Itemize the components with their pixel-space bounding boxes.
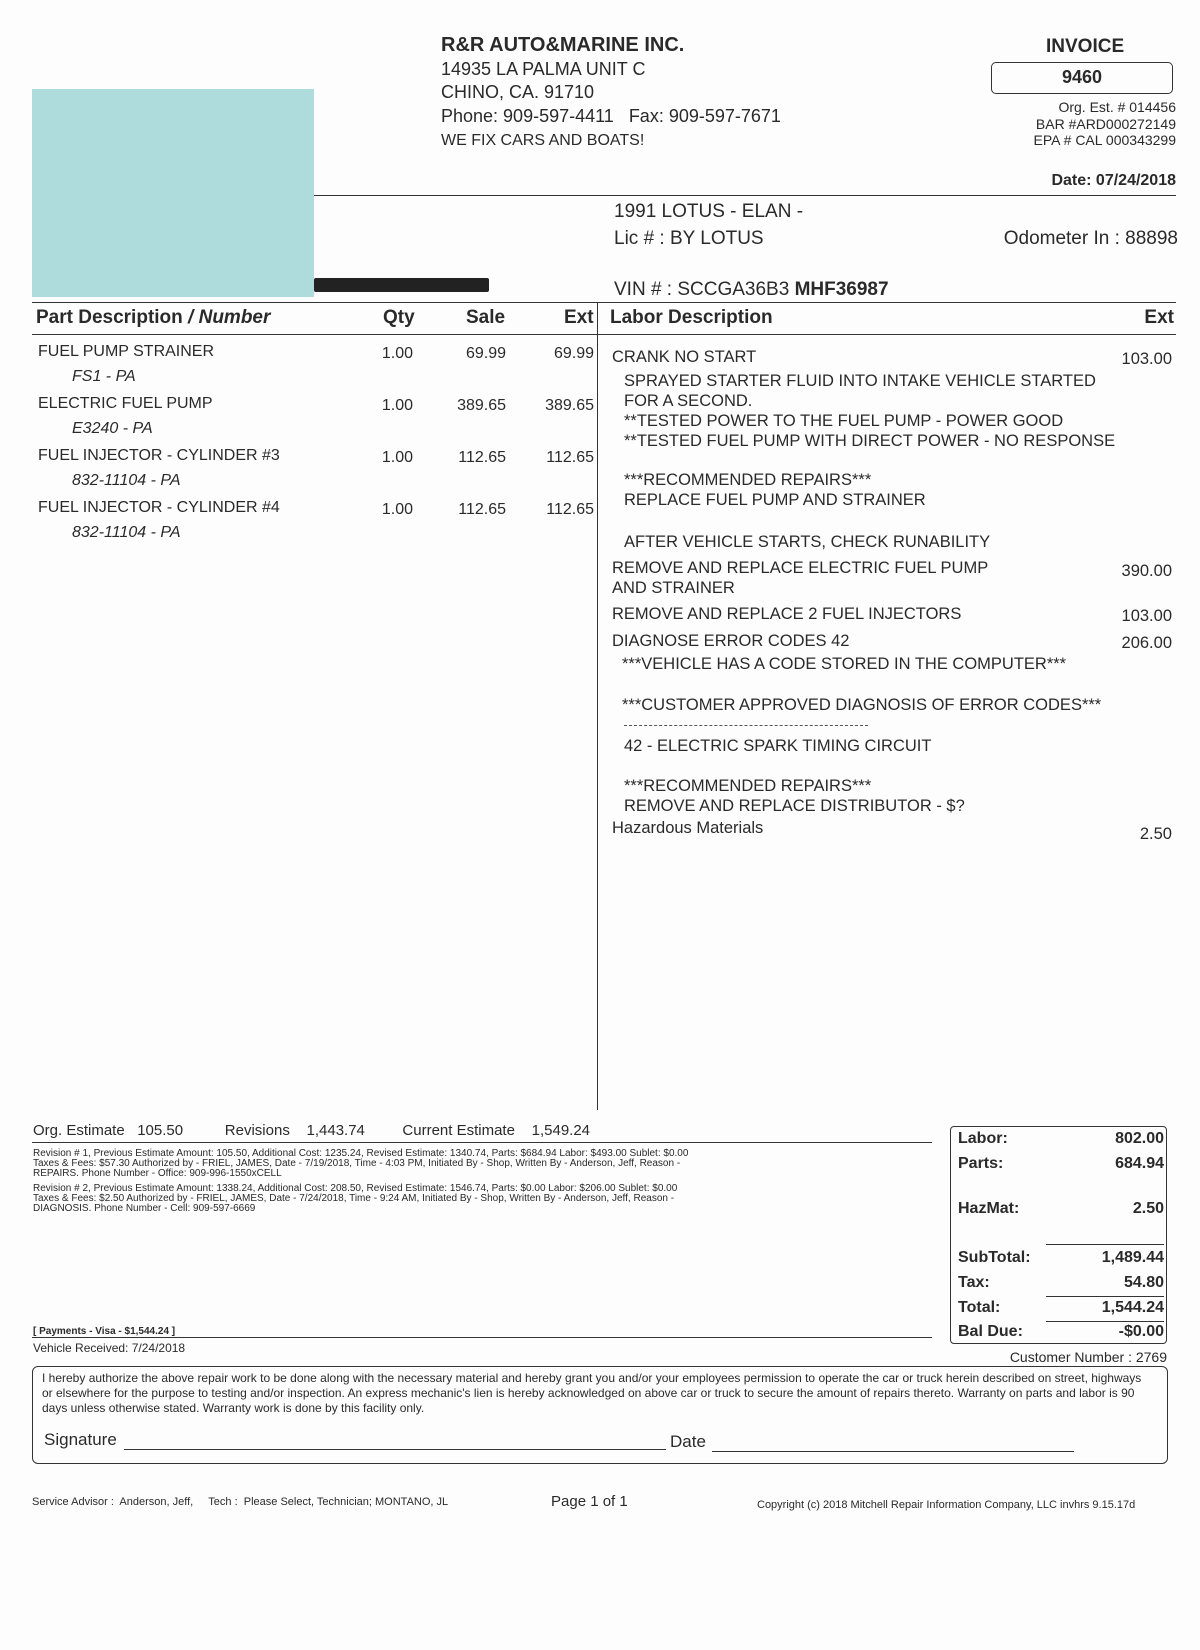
- part-qty-2: 1.00: [381, 397, 413, 414]
- shop-address-2: CHINO, CA. 91710: [441, 82, 595, 102]
- revision-2-line: DIAGNOSIS. Phone Number - Cell: 909-597-6669: [33, 1203, 256, 1214]
- vehicle-license: Lic # : BY LOTUS: [614, 228, 764, 249]
- part-qty-4: 1.00: [381, 501, 413, 518]
- part-sale-4: 112.65: [458, 501, 506, 518]
- vehicle-vin: [614, 279, 889, 301]
- balance-due-value: -$0.00: [1118, 1323, 1164, 1340]
- labor-note: **TESTED POWER TO THE FUEL PUMP - POWER GOOD: [624, 412, 1064, 430]
- subtotal-label: SubTotal:: [958, 1249, 1031, 1266]
- labor-note: ***CUSTOMER APPROVED DIAGNOSIS OF ERROR CODES***: [622, 696, 1102, 714]
- redaction-bar: [314, 278, 489, 292]
- labor-ext-5: 2.50: [1139, 825, 1172, 843]
- qty-header: Qty: [383, 307, 415, 328]
- date-label: Date: [670, 1432, 706, 1451]
- column-divider: [597, 302, 598, 1110]
- copyright: Copyright (c) 2018 Mitchell Repair Information Company, LLC invhrs 9.15.17d: [757, 1499, 1136, 1511]
- signature-line[interactable]: [124, 1449, 666, 1450]
- invoice-date: Date: 07/24/2018: [1051, 172, 1176, 189]
- labor-line-4: DIAGNOSE ERROR CODES 42: [612, 632, 850, 650]
- labor-note: FOR A SECOND.: [624, 392, 753, 410]
- part-sale-1: 69.99: [465, 345, 506, 362]
- labor-description-header: Labor Description: [610, 307, 773, 328]
- customer-number: Customer Number : 2769: [1009, 1349, 1167, 1365]
- date-line[interactable]: [712, 1451, 1074, 1452]
- labor-note: ***VEHICLE HAS A CODE STORED IN THE COMPUTER***: [622, 655, 1067, 673]
- service-advisor: Service Advisor : Anderson, Jeff, Tech : Please Select, Technician; MONTANO, JL: [32, 1496, 449, 1508]
- sale-header: Sale: [466, 307, 506, 328]
- revision-2-line: Revision # 2, Previous Estimate Amount: 1338.24, Additional Cost: 208.50, Revised Estimate: 1546.74, Parts: $0.00 Labor: $206.00 Sublet: $0.00: [33, 1183, 678, 1194]
- parts-total-label: Parts:: [958, 1155, 1004, 1172]
- ext-header: Ext: [564, 307, 594, 328]
- labor-note: AFTER VEHICLE STARTS, CHECK RUNABILITY: [624, 533, 991, 551]
- shop-phones: Phone: 909-597-4411 Fax: 909-597-7671: [441, 106, 781, 126]
- parts-total: 684.94: [1115, 1155, 1164, 1172]
- columns-top-rule: [32, 302, 1176, 303]
- part-num-2: E3240 - PA: [72, 420, 153, 437]
- shop-name: R&R AUTO&MARINE INC.: [441, 34, 685, 56]
- labor-line-5: Hazardous Materials: [612, 819, 764, 837]
- labor-line-2b: AND STRAINER: [612, 579, 735, 597]
- part-ext-2: 389.65: [545, 397, 594, 414]
- total-rule: [1046, 1296, 1164, 1297]
- revision-2-line: Taxes & Fees: $2.50 Authorized by - FRIEL, JAMES, Date - 7/24/2018, Time - 9:24 AM, Initiated By - Shop, Written By - Anderson, Jeff, Reason -: [33, 1193, 675, 1204]
- revisions-label: Revisions: [224, 1122, 290, 1139]
- invoice-number: 9460: [991, 62, 1173, 94]
- part-sale-3: 112.65: [458, 449, 506, 466]
- header-rule: [314, 195, 1176, 196]
- shop-slogan: WE FIX CARS AND BOATS!: [441, 132, 645, 149]
- part-header-label: Part Description: [36, 307, 189, 328]
- page-number: Page 1 of 1: [551, 1493, 628, 1510]
- revision-1-line: Revision # 1, Previous Estimate Amount: 105.50, Additional Cost: 1235.24, Revised Estimate: 1340.74, Parts: $684.94 Labor: $493.00 Sublet: $0.00: [33, 1148, 689, 1159]
- dashed-divider: [624, 725, 868, 726]
- hazmat-label: HazMat:: [958, 1200, 1020, 1217]
- balance-due-label: Bal Due:: [958, 1323, 1023, 1340]
- part-desc-1: FUEL PUMP STRAINER: [38, 343, 215, 360]
- estimate-summary: [33, 1122, 590, 1139]
- part-description-header: [36, 307, 270, 329]
- labor-line-3: REMOVE AND REPLACE 2 FUEL INJECTORS: [612, 605, 962, 623]
- vehicle-received: Vehicle Received: 7/24/2018: [33, 1341, 186, 1355]
- labor-total-label: Labor:: [958, 1130, 1008, 1147]
- odometer-reading: Odometer In : 88898: [1003, 228, 1178, 249]
- labor-ext-3: 103.00: [1121, 607, 1172, 625]
- labor-note: SPRAYED STARTER FLUID INTO INTAKE VEHICLE STARTED: [624, 372, 1096, 390]
- labor-ext-2: 390.00: [1121, 562, 1172, 580]
- labor-note: ***RECOMMENDED REPAIRS***: [624, 471, 872, 489]
- labor-note: REPLACE FUEL PUMP AND STRAINER: [624, 491, 926, 509]
- tax-value: 54.80: [1123, 1274, 1164, 1291]
- payments-line: [ Payments - Visa - $1,544.24 ]: [33, 1326, 176, 1337]
- part-num-1: FS1 - PA: [72, 368, 136, 385]
- labor-note: ***RECOMMENDED REPAIRS***: [624, 777, 872, 795]
- revision-1-line: Taxes & Fees: $57.30 Authorized by - FRIEL, JAMES, Date - 7/19/2018, Time - 4:03 PM, Initiated By - Shop, Written By - Anderson, Jeff, Reason -: [33, 1158, 681, 1169]
- labor-note: **TESTED FUEL PUMP WITH DIRECT POWER - NO RESPONSE: [624, 432, 1116, 450]
- part-num-3: 832-11104 - PA: [72, 472, 181, 489]
- total-value: 1,544.24: [1101, 1299, 1164, 1316]
- current-estimate-value: 1,549.24: [531, 1122, 591, 1139]
- payments-rule: [32, 1337, 932, 1338]
- total-label: Total:: [958, 1299, 1001, 1316]
- shop-address-1: 14935 LA PALMA UNIT C: [441, 59, 646, 79]
- vin-suffix: MHF36987: [794, 279, 889, 300]
- labor-ext-4: 206.00: [1121, 634, 1172, 652]
- subtotal-value: 1,489.44: [1101, 1249, 1164, 1266]
- labor-line-2: REMOVE AND REPLACE ELECTRIC FUEL PUMP: [612, 559, 989, 577]
- estimate-rule: [32, 1142, 932, 1143]
- part-ext-4: 112.65: [546, 501, 594, 518]
- org-estimate-label: Org. Estimate: [33, 1122, 125, 1139]
- labor-note: 42 - ELECTRIC SPARK TIMING CIRCUIT: [624, 737, 932, 755]
- revisions-value: 1,443.74: [306, 1122, 365, 1139]
- number-header-label: / Number: [188, 307, 271, 328]
- part-desc-3: FUEL INJECTOR - CYLINDER #3: [38, 447, 280, 464]
- part-ext-3: 112.65: [546, 449, 594, 466]
- vehicle-description: 1991 LOTUS - ELAN -: [614, 201, 804, 222]
- epa-number: EPA # CAL 000343299: [1033, 132, 1176, 148]
- subtotal-rule: [1046, 1244, 1164, 1245]
- hazmat-total: 2.50: [1132, 1200, 1164, 1217]
- part-num-4: 832-11104 - PA: [72, 524, 181, 541]
- org-estimate-value: 105.50: [137, 1122, 184, 1139]
- invoice-label: INVOICE: [1046, 36, 1125, 57]
- labor-total: 802.00: [1115, 1130, 1164, 1147]
- vin-prefix: VIN # : SCCGA36B3: [614, 279, 795, 300]
- redacted-customer-block: [32, 89, 314, 297]
- labor-line-1: CRANK NO START: [612, 348, 757, 366]
- labor-note: REMOVE AND REPLACE DISTRIBUTOR - $?: [624, 797, 965, 815]
- part-desc-4: FUEL INJECTOR - CYLINDER #4: [38, 499, 280, 516]
- signature-label: Signature: [44, 1430, 117, 1449]
- org-est-number: Org. Est. # 014456: [1058, 99, 1176, 115]
- part-ext-1: 69.99: [553, 345, 594, 362]
- part-qty-1: 1.00: [381, 345, 413, 362]
- authorization-text: I hereby authorize the above repair work to be done along with the necessary material and hereby grant you and/or your employees permission to operate the car or truck herein described on street, highways or elsewhere for the purpose to testing and/or inspection. An express mechanic's lien is hereby acknowledged on above car or truck to secure the amount of repairs thereto. Warranty on parts and labor is 90 days unless otherwise stated. Warranty work is done by this facility only.: [42, 1371, 1142, 1415]
- part-qty-3: 1.00: [381, 449, 413, 466]
- tax-label: Tax:: [958, 1274, 990, 1291]
- current-estimate-label: Current Estimate: [402, 1122, 515, 1139]
- revision-1-line: REPAIRS. Phone Number - Office: 909-996-1550xCELL: [33, 1168, 282, 1179]
- bar-number: BAR #ARD000272149: [1035, 116, 1176, 132]
- baldue-rule: [1046, 1321, 1164, 1322]
- labor-ext-1: 103.00: [1121, 350, 1172, 368]
- part-sale-2: 389.65: [457, 397, 506, 414]
- columns-header-rule: [32, 334, 1176, 335]
- labor-ext-header: Ext: [1144, 307, 1174, 328]
- part-desc-2: ELECTRIC FUEL PUMP: [38, 395, 213, 412]
